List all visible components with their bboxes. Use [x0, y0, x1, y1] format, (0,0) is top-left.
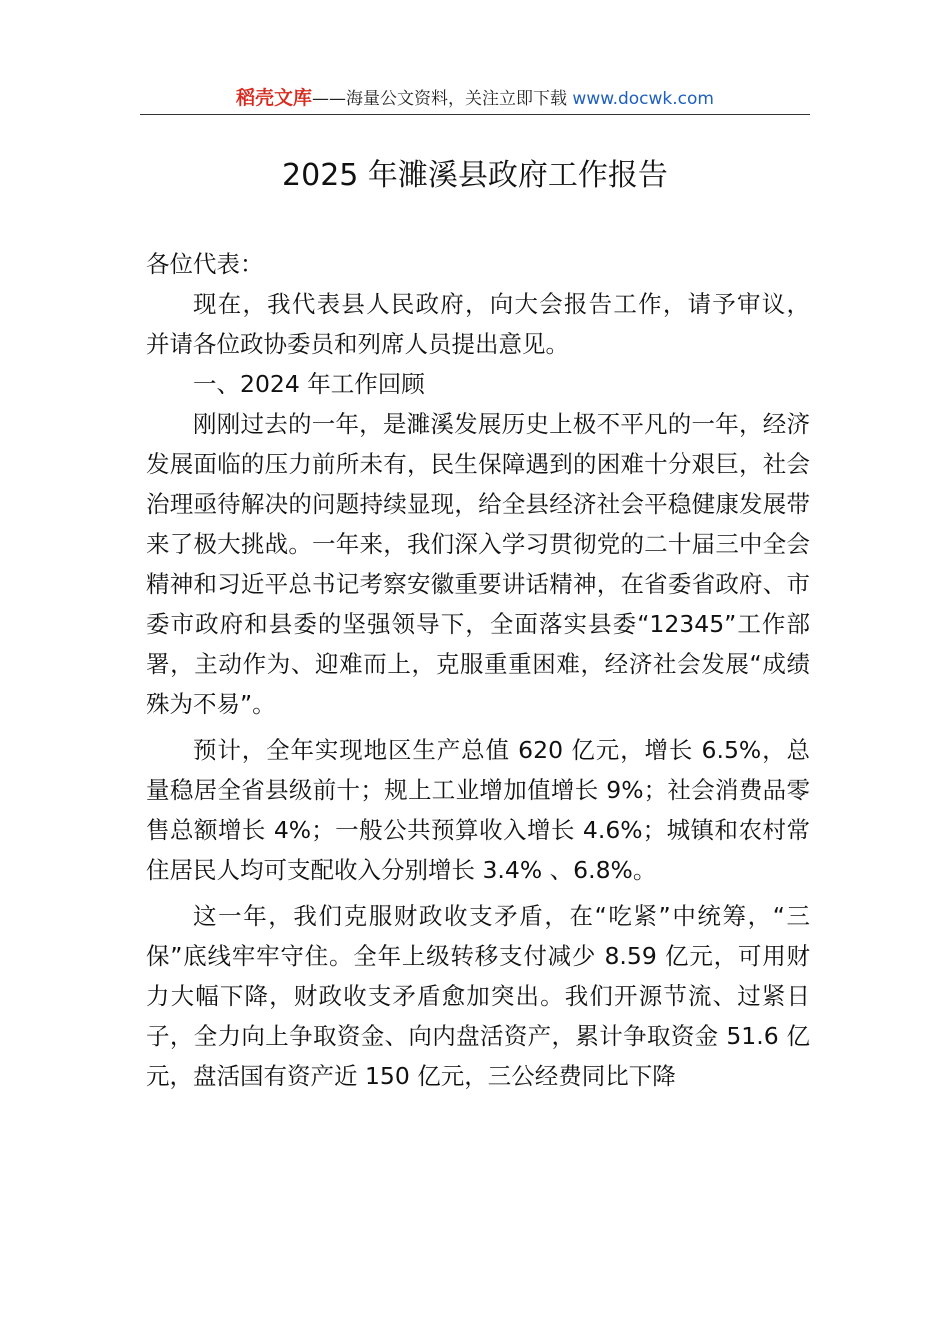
- salutation: 各位代表：: [146, 250, 264, 278]
- paragraph: 刚刚过去的一年，是濉溪发展历史上极不平凡的一年，经济发展面临的压力前所未有，民生保障遇到的困难十分艰巨，社会治理亟待解决的问题持续显现，给全县经济社会平稳健康发展带来了极大挑战。一年来，我们深入学习贯彻党的二十届三中全会精神和习近平总书记考察安徽重要讲话精神，在省委省政府、市委市政府和县委的坚强领导下，全面落实县委“12345”工作部署，主动作为、迎难而上，克服重重困难，经济社会发展“成绩殊为不易”。: [146, 410, 810, 718]
- header-tagline: ——海量公文资料，关注立即下载: [312, 89, 573, 109]
- section-heading: 一、2024 年工作回顾: [193, 370, 425, 398]
- paragraph: 这一年，我们克服财政收支矛盾，在“吃紧”中统筹，“三保”底线牢牢守住。全年上级转移支付减少 8.59 亿元，可用财力大幅下降，财政收支矛盾愈加突出。我们开源节流、过紧日子，全力向上争取资金、向内盘活资产，累计争取资金 51.6 亿元，盘活国有资产近 150 亿元，三公经费同比下降: [146, 902, 810, 1090]
- brand-name: 稻壳文库: [236, 87, 313, 109]
- document-header: [140, 83, 810, 113]
- document-title: 2025 年濉溪县政府工作报告: [282, 158, 668, 193]
- header-divider: [140, 114, 810, 115]
- paragraph: 预计，全年实现地区生产总值 620 亿元，增长 6.5%，总量稳居全省县级前十；规上工业增加值增长 9%；社会消费品零售总额增长 4%；一般公共预算收入增长 4.6%；城镇和农村常住居民人均可支配收入分别增长 3.4% 、6.8%。: [146, 736, 810, 884]
- site-link[interactable]: www.docwk.com: [572, 89, 714, 109]
- paragraph: 现在，我代表县人民政府，向大会报告工作，请予审议， 并请各位政协委员和列席人员提出意见。: [146, 290, 810, 358]
- document-body: [146, 244, 810, 1096]
